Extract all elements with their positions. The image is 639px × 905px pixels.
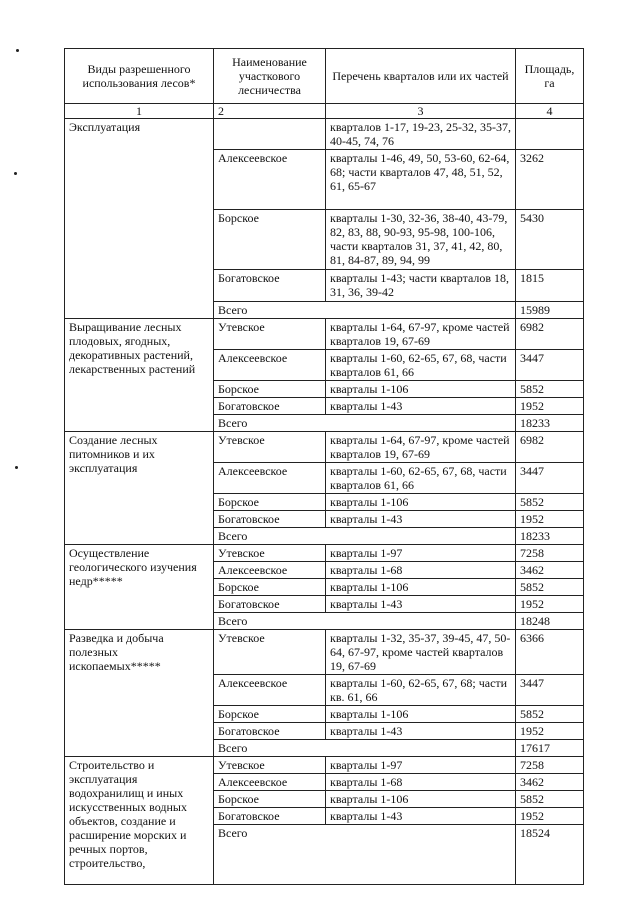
forestry-cell: Утевское (214, 319, 326, 350)
table-row (65, 119, 584, 150)
quarters-cell: кварталы 1-43 (326, 511, 516, 528)
use-type-cell: Эксплуатация (65, 119, 214, 319)
quarters-cell: кварталов 1-17, 19-23, 25-32, 35-37, 40-45, 74, 76 (326, 119, 516, 150)
quarters-cell: кварталы 1-60, 62-65, 67, 68, части кварталов 61, 66 (326, 463, 516, 494)
area-cell: 3462 (516, 774, 584, 791)
table-body (65, 119, 584, 885)
use-type-cell: Создание лесных питомников и их эксплуатация (65, 432, 214, 545)
col-index: 3 (326, 104, 516, 119)
forestry-cell: Борское (214, 791, 326, 808)
quarters-cell: кварталы 1-60, 62-65, 67, 68; части кв. 61, 66 (326, 675, 516, 706)
area-cell (516, 119, 584, 150)
total-label: Всего (214, 302, 516, 319)
area-cell: 1952 (516, 511, 584, 528)
area-cell: 15989 (516, 302, 584, 319)
area-cell: 6366 (516, 630, 584, 675)
forestry-cell: Борское (214, 494, 326, 511)
forestry-cell: Алексеевское (214, 150, 326, 210)
quarters-cell: кварталы 1-43 (326, 723, 516, 740)
forestry-cell: Утевское (214, 757, 326, 774)
use-type-cell: Строительство и эксплуатация водохранилищ и иных искусственных водных объектов, создание и расширение морских и речных портов, строительство, (65, 757, 214, 885)
total-label: Всего (214, 415, 516, 432)
quarters-cell: кварталы 1-97 (326, 545, 516, 562)
area-cell: 18248 (516, 613, 584, 630)
area-cell: 18524 (516, 825, 584, 885)
quarters-cell: кварталы 1-64, 67-97, кроме частей кварталов 19, 67-69 (326, 319, 516, 350)
forestry-cell: Богатовское (214, 808, 326, 825)
area-cell: 3262 (516, 150, 584, 210)
quarters-cell: кварталы 1-106 (326, 381, 516, 398)
area-cell: 3447 (516, 350, 584, 381)
area-cell: 6982 (516, 319, 584, 350)
quarters-cell: кварталы 1-32, 35-37, 39-45, 47, 50-64, 67-97, кроме частей кварталов 19, 67-69 (326, 630, 516, 675)
forestry-cell: Борское (214, 706, 326, 723)
table-row (65, 757, 584, 774)
area-cell: 5852 (516, 494, 584, 511)
forestry-cell: Богатовское (214, 270, 326, 302)
col-header-use: Виды разрешенного использования лесов* (65, 49, 214, 104)
use-type-cell: Осуществление геологического изучения недр***** (65, 545, 214, 630)
forestry-cell: Богатовское (214, 723, 326, 740)
quarters-cell: кварталы 1-97 (326, 757, 516, 774)
quarters-cell: кварталы 1-60, 62-65, 67, 68, части кварталов 61, 66 (326, 350, 516, 381)
area-cell: 3462 (516, 562, 584, 579)
area-cell: 5852 (516, 706, 584, 723)
forestry-cell: Борское (214, 210, 326, 270)
quarters-cell: кварталы 1-43 (326, 398, 516, 415)
area-cell: 7258 (516, 757, 584, 774)
col-index: 1 (65, 104, 214, 119)
area-cell: 1952 (516, 808, 584, 825)
margin-dot (14, 172, 17, 175)
forestry-cell: Алексеевское (214, 463, 326, 494)
area-cell: 1815 (516, 270, 584, 302)
area-cell: 5852 (516, 791, 584, 808)
forestry-cell: Алексеевское (214, 562, 326, 579)
forestry-cell: Богатовское (214, 398, 326, 415)
forestry-cell: Алексеевское (214, 774, 326, 791)
quarters-cell: кварталы 1-30, 32-36, 38-40, 43-79, 82, 83, 88, 90-93, 95-98, 100-106, части кварталов 31, 37, 41, 42, 80, 81, 84-87, 89, 94, 99 (326, 210, 516, 270)
total-label: Всего (214, 825, 516, 885)
col-header-quarters: Перечень кварталов или их частей (326, 49, 516, 104)
use-type-cell: Разведка и добыча полезных ископаемых***** (65, 630, 214, 757)
col-index: 4 (516, 104, 584, 119)
col-header-forestry: Наименование участкового лесничества (214, 49, 326, 104)
forest-use-table (64, 48, 584, 885)
quarters-cell: кварталы 1-68 (326, 562, 516, 579)
area-cell: 18233 (516, 415, 584, 432)
quarters-cell: кварталы 1-64, 67-97, кроме частей кварталов 19, 67-69 (326, 432, 516, 463)
quarters-cell: кварталы 1-68 (326, 774, 516, 791)
quarters-cell: кварталы 1-43; части кварталов 18, 31, 36, 39-42 (326, 270, 516, 302)
area-cell: 7258 (516, 545, 584, 562)
forestry-cell: Утевское (214, 545, 326, 562)
margin-dot (16, 49, 19, 52)
area-cell: 17617 (516, 740, 584, 757)
forestry-cell: Богатовское (214, 511, 326, 528)
quarters-cell: кварталы 1-106 (326, 494, 516, 511)
forestry-cell: Утевское (214, 432, 326, 463)
quarters-cell: кварталы 1-43 (326, 808, 516, 825)
area-cell: 1952 (516, 723, 584, 740)
forestry-cell (214, 119, 326, 150)
area-cell: 5852 (516, 381, 584, 398)
use-type-cell: Выращивание лесных плодовых, ягодных, декоративных растений, лекарственных растений (65, 319, 214, 432)
area-cell: 5852 (516, 579, 584, 596)
quarters-cell: кварталы 1-46, 49, 50, 53-60, 62-64, 68; части кварталов 47, 48, 51, 52, 61, 65-67 (326, 150, 516, 210)
total-label: Всего (214, 740, 516, 757)
area-cell: 5430 (516, 210, 584, 270)
table-row (65, 630, 584, 675)
area-cell: 1952 (516, 398, 584, 415)
table-row (65, 545, 584, 562)
area-cell: 6982 (516, 432, 584, 463)
area-cell: 3447 (516, 675, 584, 706)
forestry-cell: Утевское (214, 630, 326, 675)
table-row (65, 319, 584, 350)
total-label: Всего (214, 528, 516, 545)
table-row (65, 432, 584, 463)
quarters-cell: кварталы 1-106 (326, 706, 516, 723)
quarters-cell: кварталы 1-43 (326, 596, 516, 613)
col-index: 2 (214, 104, 326, 119)
forestry-cell: Богатовское (214, 596, 326, 613)
forestry-cell: Алексеевское (214, 675, 326, 706)
total-label: Всего (214, 613, 516, 630)
quarters-cell: кварталы 1-106 (326, 791, 516, 808)
col-header-area: Площадь, га (516, 49, 584, 104)
forestry-cell: Алексеевское (214, 350, 326, 381)
forestry-cell: Борское (214, 381, 326, 398)
area-cell: 1952 (516, 596, 584, 613)
area-cell: 3447 (516, 463, 584, 494)
quarters-cell: кварталы 1-106 (326, 579, 516, 596)
forestry-cell: Борское (214, 579, 326, 596)
area-cell: 18233 (516, 528, 584, 545)
margin-dot (15, 466, 18, 469)
